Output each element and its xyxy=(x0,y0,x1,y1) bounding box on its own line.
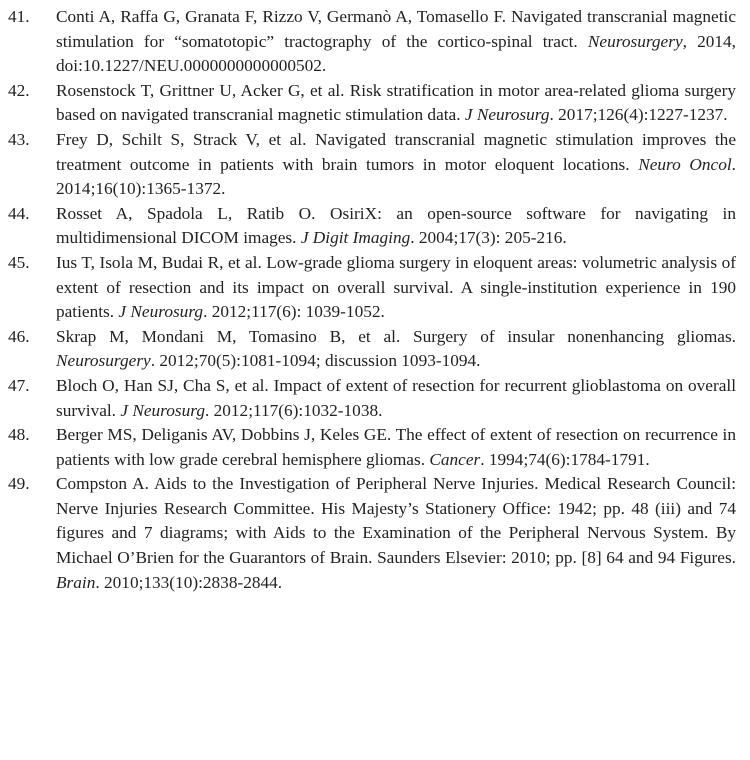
journal-name: Neuro Oncol xyxy=(638,154,732,174)
journal-name: J Digit Imaging xyxy=(300,228,411,248)
journal-name: Neurosurgery xyxy=(587,31,683,51)
reference-item xyxy=(8,128,742,202)
reference-citation: Bloch O, Han SJ, Cha S, et al. Impact of extent of resection for recurrent glioblastoma on overall survival. xyxy=(56,375,736,420)
reference-item xyxy=(8,472,742,595)
journal-name: J Neurosurg xyxy=(118,302,204,322)
reference-citation: Compston A. Aids to the Investigation of Peripheral Nerve Injuries. Medical Research Council: Nerve Injuries Research Committee. His Majesty’s Stationery Office: 1942; pp. 48 (iii) and 74 figures and 7 diagrams; with Aids to the Examination of the Peripheral Nervous System. By Michael O’Brien for the Guarantors of Brain. Saunders Elsevier: 2010; pp. [8] 64 and 94 Figures. xyxy=(56,474,736,568)
reference-number: 46. xyxy=(8,326,30,346)
reference-list xyxy=(8,5,742,595)
reference-citation: Rosenstock T, Grittner U, Acker G, et al. Risk stratification in motor area-related glioma surgery based on navigated transcranial magnetic stimulation data. xyxy=(56,80,736,125)
reference-number: 43. xyxy=(8,129,30,149)
reference-citation: Conti A, Raffa G, Granata F, Rizzo V, Germanò A, Tomasello F. Navigated transcranial magnetic stimulation for “somatotopic” tractography of the cortico-spinal tract. xyxy=(56,7,736,51)
reference-text xyxy=(56,5,742,79)
reference-citation: Rosset A, Spadola L, Ratib O. OsiriX: an open-source software for navigating in multidimensional DICOM images. xyxy=(56,203,736,248)
reference-number: 48. xyxy=(8,425,30,445)
reference-publication-details: . 1994;74(6):1784-1791. xyxy=(480,449,650,469)
reference-publication-details: . 2017;126(4):1227-1237. xyxy=(549,105,728,125)
reference-publication-details: . 2010;133(10):2838-2844. xyxy=(95,572,283,592)
reference-text xyxy=(56,128,742,202)
reference-item xyxy=(8,251,742,325)
reference-number: 44. xyxy=(8,203,30,223)
reference-publication-details: . 2014;16(10):1365-1372. xyxy=(56,154,736,199)
reference-publication-details: . 2012;117(6): 1039-1052. xyxy=(203,302,385,322)
journal-name: Cancer xyxy=(429,449,481,469)
journal-name: Neurosurgery xyxy=(56,351,151,371)
reference-text xyxy=(56,79,742,128)
reference-citation: Frey D, Schilt S, Strack V, et al. Navigated transcranial magnetic stimulation improves the treatment outcome in patients with brain tumors in motor eloquent locations. xyxy=(56,129,736,174)
reference-item xyxy=(8,374,742,423)
reference-publication-details: . 2012;70(5):1081-1094; discussion 1093-1094. xyxy=(150,351,481,371)
reference-number: 47. xyxy=(8,375,30,395)
reference-number: 45. xyxy=(8,252,30,272)
reference-item xyxy=(8,5,742,79)
reference-text xyxy=(56,423,742,472)
reference-item xyxy=(8,79,742,128)
reference-publication-details: , 2014, doi:10.1227/NEU.0000000000000502. xyxy=(56,31,736,76)
reference-text xyxy=(56,374,742,423)
reference-citation: Ius T, Isola M, Budai R, et al. Low-grade glioma surgery in eloquent areas: volumetric analysis of extent of resection and its impact on overall survival. A single-institution experience in 190 patients. xyxy=(56,252,736,322)
reference-item xyxy=(8,202,742,251)
reference-publication-details: . 2012;117(6):1032-1038. xyxy=(204,400,383,420)
reference-item xyxy=(8,325,742,374)
reference-citation: Berger MS, Deliganis AV, Dobbins J, Keles GE. The effect of extent of resection on recurrence in patients with low grade cerebral hemisphere gliomas. xyxy=(56,425,736,469)
reference-item xyxy=(8,423,742,472)
reference-publication-details: . 2004;17(3): 205-216. xyxy=(410,228,567,248)
reference-text xyxy=(56,251,742,325)
reference-number: 42. xyxy=(8,80,30,100)
reference-text xyxy=(56,325,742,374)
reference-text xyxy=(56,472,742,595)
journal-name: Brain xyxy=(56,572,96,592)
reference-number: 41. xyxy=(8,7,30,26)
reference-number: 49. xyxy=(8,474,30,494)
journal-name: J Neurosurg xyxy=(120,400,205,420)
reference-citation: Skrap M, Mondani M, Tomasino B, et al. Surgery of insular nonenhancing gliomas. xyxy=(56,326,736,346)
journal-name: J Neurosurg xyxy=(464,105,550,125)
reference-text xyxy=(56,202,742,251)
